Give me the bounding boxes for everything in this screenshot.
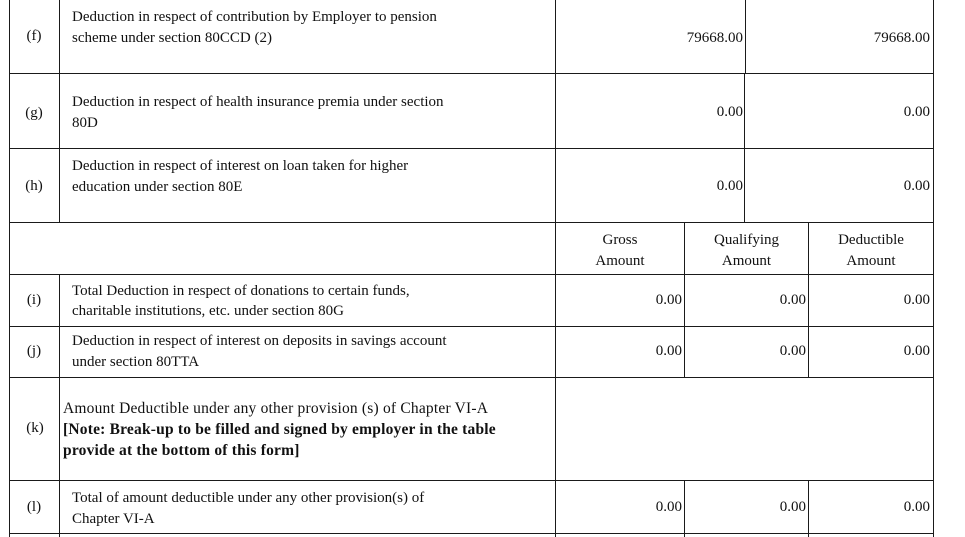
row-description-line: education under section 80E (72, 179, 243, 195)
qualifying-amount: 0.00 (779, 343, 806, 359)
row-description-line: Deduction in respect of health insurance premia under section (72, 94, 444, 110)
qualifying-amount: 0.00 (716, 104, 743, 120)
row-description-line: 80D (72, 115, 98, 131)
header-qualifying-line: Amount (721, 253, 772, 269)
row-description-line: Deduction in respect of interest on loan taken for higher (72, 158, 409, 174)
header-qualifying (685, 230, 808, 272)
qualifying-amount: 79668.00 (686, 30, 743, 46)
row-label: (g) (25, 105, 43, 121)
row-label: (i) (26, 292, 42, 308)
row-description-line: scheme under section 80CCD (2) (72, 30, 272, 46)
row-label: (l) (26, 499, 42, 515)
row-note-line: provide at the bottom of this form] (63, 442, 300, 459)
qualifying-amount: 0.00 (779, 292, 806, 308)
qualifying-amount: 0.00 (779, 499, 806, 515)
gross-amount: 0.00 (655, 499, 682, 515)
row-description-line: Total of amount deductible under any other provision(s) of (72, 490, 425, 506)
row-label: (f) (26, 28, 42, 44)
row-label: (h) (25, 178, 43, 194)
row-note-line: [Note: Break-up to be filled and signed by employer in the table (63, 421, 496, 438)
header-deductible-line: Amount (846, 253, 896, 269)
header-deductible (809, 230, 933, 272)
qualifying-amount: 0.00 (716, 178, 743, 194)
deductible-amount: 0.00 (903, 292, 930, 308)
header-gross-line: Amount (595, 253, 645, 269)
row-description-line: Amount Deductible under any other provision (s) of Chapter VI-A (63, 400, 489, 417)
deductible-amount: 0.00 (903, 178, 930, 194)
deductible-amount: 0.00 (903, 499, 930, 515)
header-deductible-line: Deductible (838, 232, 904, 248)
gross-amount: 0.00 (655, 292, 682, 308)
row-description-line: Deduction in respect of interest on deposits in savings account (72, 333, 447, 349)
deductible-amount: 79668.00 (873, 30, 930, 46)
header-gross (556, 230, 684, 272)
header-qualifying-line: Qualifying (714, 232, 779, 248)
row-description-line: charitable institutions, etc. under section 80G (72, 303, 345, 319)
header-gross-line: Gross (602, 232, 638, 248)
deductible-amount: 0.00 (903, 343, 930, 359)
row-description-line: under section 80TTA (72, 354, 200, 370)
deductible-amount: 0.00 (903, 104, 930, 120)
row-description-line: Total Deduction in respect of donations to certain funds, (72, 283, 410, 299)
row-description-line: Deduction in respect of contribution by Employer to pension (72, 9, 437, 25)
row-label: (j) (26, 343, 42, 359)
row-label: (k) (26, 420, 44, 436)
gross-amount: 0.00 (655, 343, 682, 359)
row-description-line: Chapter VI-A (72, 511, 155, 527)
